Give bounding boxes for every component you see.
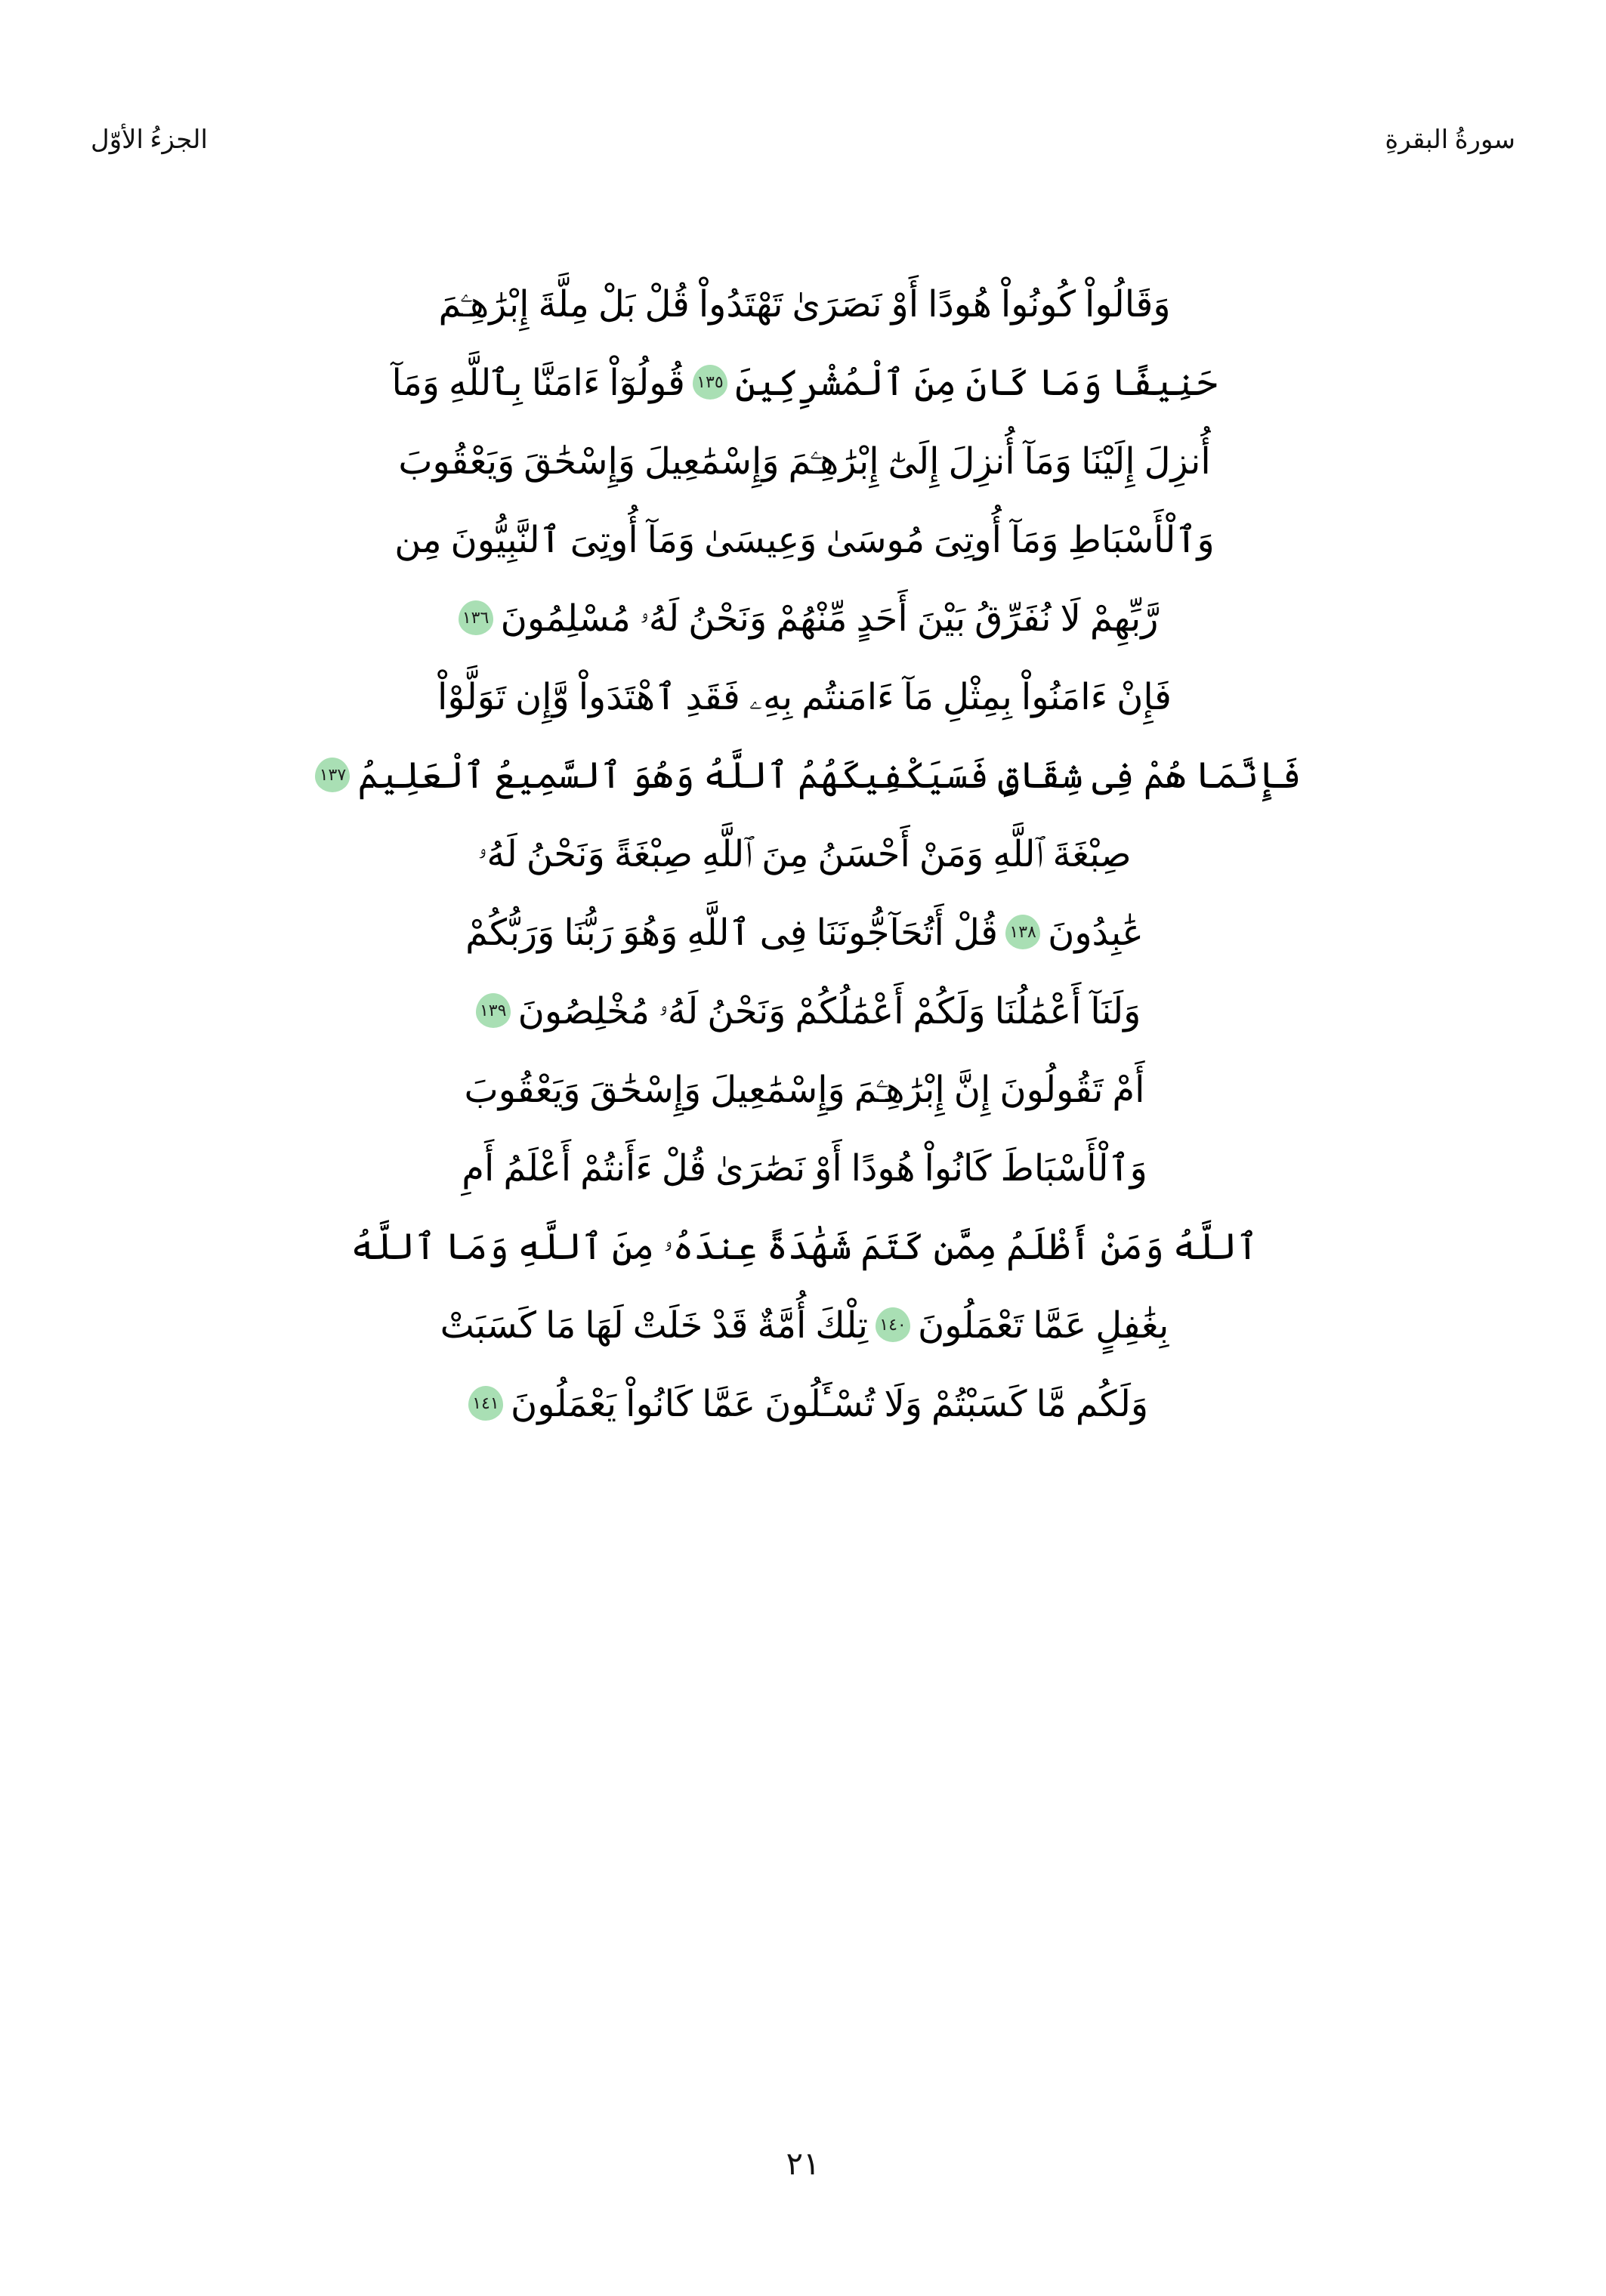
ayah-line: [168, 1051, 1441, 1130]
ayah-text: بِغَٰفِلٍ عَمَّا تَعْمَلُونَ: [917, 1306, 1169, 1346]
ayah-text: وَٱلْأَسْبَاطَ كَانُواْ هُودًا أَوْ نَصَٰرَىٰ قُلْ ءَأَنتُمْ أَعْلَمُ أَمِ: [462, 1149, 1147, 1189]
ayah-line: [168, 1287, 1441, 1366]
ayah-text: صِبْغَةَ ٱللَّهِ وَمَنْ أَحْسَنُ مِنَ ٱللَّهِ صِبْغَةً وَنَحْنُ لَهُۥ: [477, 835, 1132, 875]
ayah-line: [168, 816, 1441, 894]
ayah-line: [168, 1130, 1441, 1208]
ayah-text: فَإِنْ ءَامَنُواْ بِمِثْلِ مَآ ءَامَنتُم بِهِۦ فَقَدِ ٱهْتَدَواْ وَّإِن تَوَلَّوْاْ: [437, 677, 1172, 718]
ayah-text: حَنِيفًا وَمَا كَانَ مِنَ ٱلْمُشْرِكِينَ: [734, 363, 1218, 403]
ayah-text: وَٱلْأَسْبَاطِ وَمَآ أُوتِىَ مُوسَىٰ وَعِيسَىٰ وَمَآ أُوتِىَ ٱلنَّبِيُّونَ مِن: [394, 520, 1215, 560]
ayah-number-marker: ١٤١: [468, 1386, 503, 1421]
sura-label: سورةُ البقرةِ: [1385, 126, 1515, 154]
ayah-text: تِلْكَ أُمَّةٌ قَدْ خَلَتْ لَهَا مَا كَسَبَتْ: [440, 1306, 868, 1346]
ayah-text: وَلَنَآ أَعْمَٰلُنَا وَلَكُمْ أَعْمَٰلُكُمْ وَنَحْنُ لَهُۥ مُخْلِصُونَ: [517, 992, 1141, 1032]
ayah-line: [168, 580, 1441, 659]
ayah-line: [168, 737, 1441, 816]
ayah-text: رَّبِّهِمْ لَا نُفَرِّقُ بَيْنَ أَحَدٍ مِّنْهُمْ وَنَحْنُ لَهُۥ مُسْلِمُونَ: [500, 599, 1159, 639]
page-footer: [0, 2145, 1606, 2183]
ayah-line: [168, 423, 1441, 501]
ayah-text: قُولُوٓاْ ءَامَنَّا بِٱللَّهِ وَمَآ: [391, 363, 685, 403]
ayah-text: أَمْ تَقُولُونَ إِنَّ إِبْرَٰهِـۧمَ وَإِسْمَٰعِيلَ وَإِسْحَٰقَ وَيَعْقُوبَ: [464, 1070, 1145, 1110]
ayah-line: [168, 501, 1441, 580]
ayah-text: فَإِنَّمَا هُمْ فِى شِقَاقٍ فَسَيَكْفِيكَهُمُ ٱللَّهُ وَهُوَ ٱلسَّمِيعُ ٱلْعَلِيمُ: [357, 756, 1302, 796]
ayah-line: [168, 894, 1441, 973]
quran-text-block: [168, 266, 1441, 2026]
ayah-line: [168, 1366, 1441, 1444]
ayah-number-marker: ١٤٠: [876, 1307, 910, 1342]
ayah-line: [168, 659, 1441, 737]
page-header: [91, 113, 1515, 166]
ayah-text: ٱللَّهُ وَمَنْ أَظْلَمُ مِمَّن كَتَمَ شَهَٰدَةً عِندَهُۥ مِنَ ٱللَّهِ وَمَا ٱللَّهُ: [351, 1227, 1259, 1267]
ayah-number-marker: ١٣٦: [459, 600, 493, 635]
ayah-number-marker: ١٣٩: [476, 993, 511, 1028]
ayah-text: عَٰبِدُونَ: [1048, 913, 1144, 953]
ayah-line: [168, 1208, 1441, 1287]
ayah-line: [168, 973, 1441, 1051]
ayah-number-marker: ١٣٧: [315, 758, 350, 792]
ayah-text: أُنزِلَ إِلَيْنَا وَمَآ أُنزِلَ إِلَىٰٓ إِبْرَٰهِـۧمَ وَإِسْمَٰعِيلَ وَإِسْحَٰقَ وَيَعْقُوبَ: [398, 442, 1211, 482]
ayah-number-marker: ١٣٥: [693, 365, 727, 400]
ayah-line: [168, 266, 1441, 344]
ayah-number-marker: ١٣٨: [1005, 915, 1040, 949]
juz-label: الجزءُ الأوّل: [91, 126, 208, 154]
ayah-text: وَلَكُم مَّا كَسَبْتُمْ وَلَا تُسْـَٔلُونَ عَمَّا كَانُواْ يَعْمَلُونَ: [510, 1384, 1149, 1424]
ayah-text: وَقَالُواْ كُونُواْ هُودًا أَوْ نَصَرَىٰ تَهْتَدُواْ قُلْ بَلْ مِلَّةَ إِبْرَٰهِـۧمَ: [438, 285, 1171, 325]
ayah-text: قُلْ أَتُحَآجُّونَنَا فِى ٱللَّهِ وَهُوَ رَبُّنَا وَرَبُّكُمْ: [465, 913, 999, 953]
ayah-line: [168, 344, 1441, 423]
page-number: ٢١: [786, 2147, 820, 2182]
